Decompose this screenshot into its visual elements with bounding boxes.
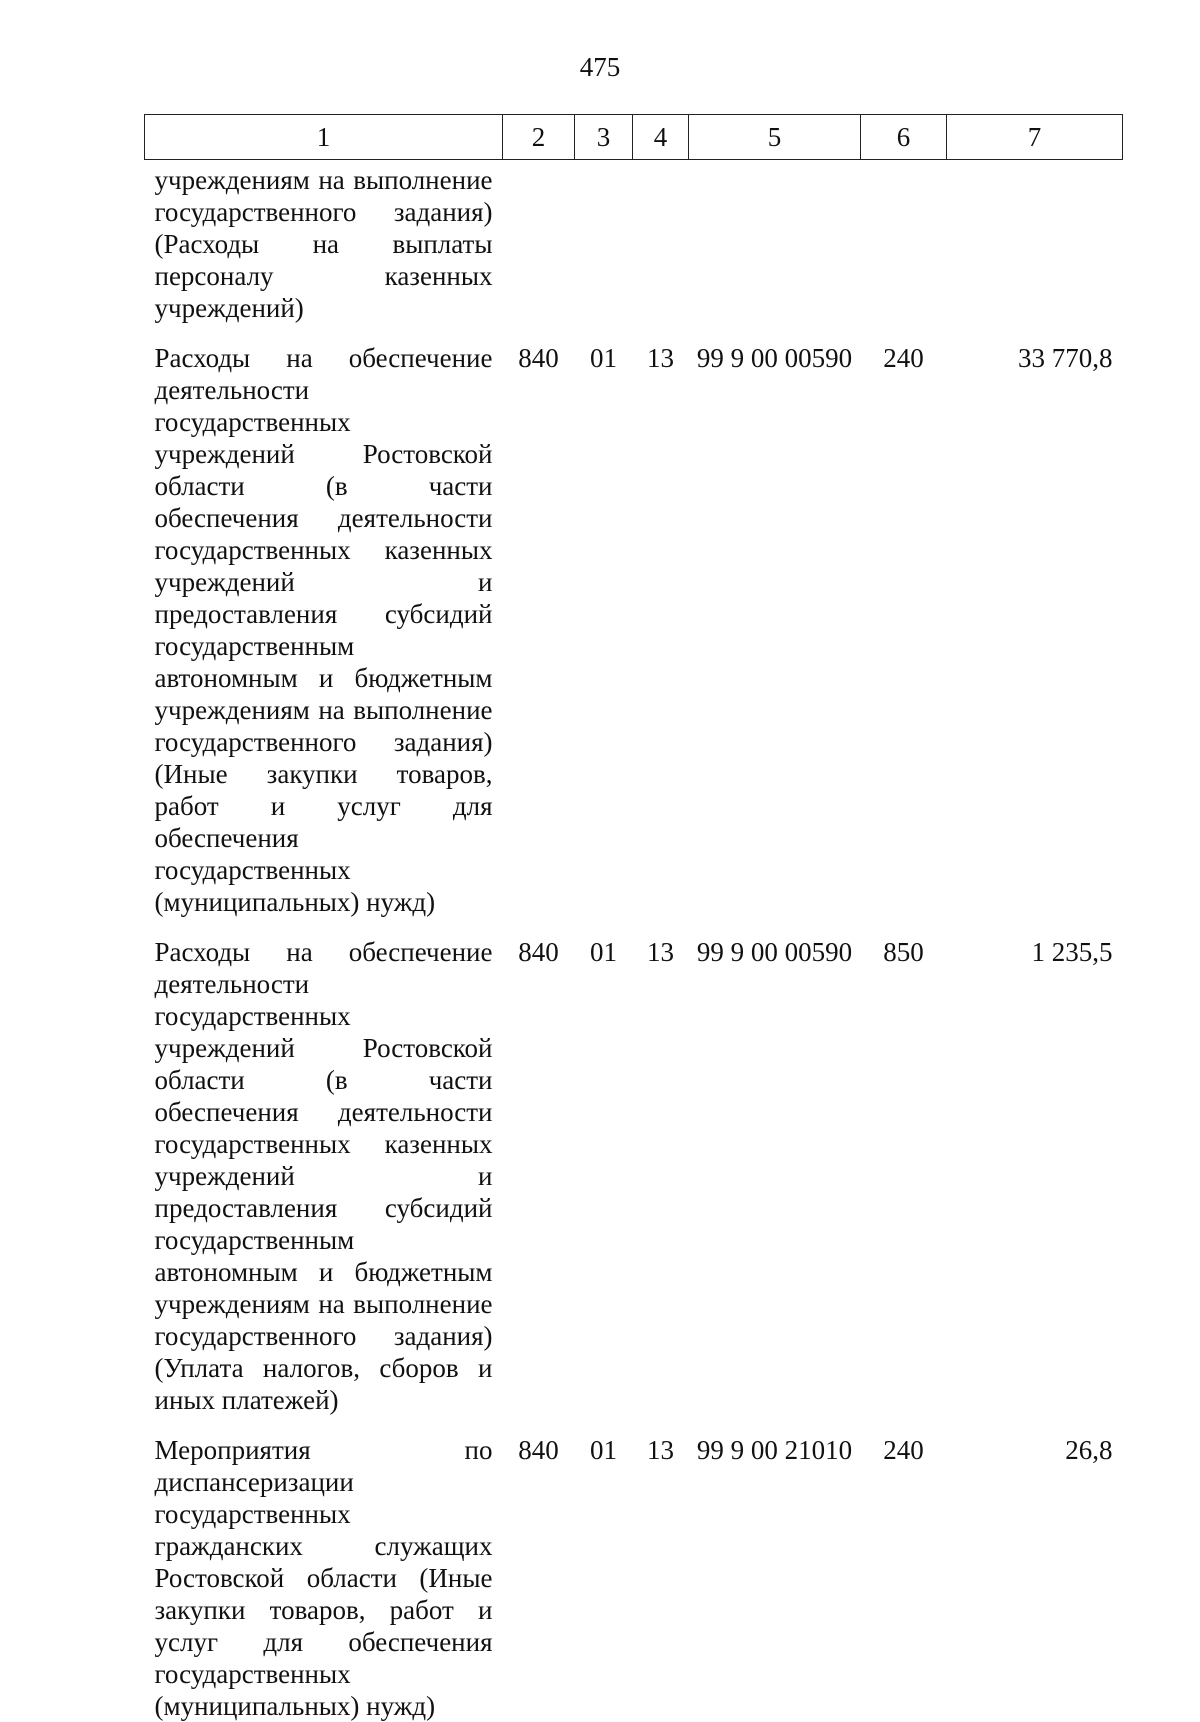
header-col-6: 6 (861, 115, 947, 160)
page-number: 475 (579, 52, 621, 82)
row-amount (947, 160, 1123, 325)
row-cell (689, 160, 861, 325)
row-amount: 1 235,5 (1031, 937, 1113, 967)
row-cell: 13 (647, 937, 674, 967)
row-description: Расходы на обеспечение деятельности государственных учреждений Ростовской области (в части обеспечения деятельности государственных казенных учреждений и предоставления субсидий государственным автономным и бюджетным учреждениям на выполнение государственного задания) (Иные закупки товаров, работ и услуг для обеспечения государственных (муниципальных) нужд) (154, 343, 493, 917)
header-col-2: 2 (503, 115, 575, 160)
row-cell (503, 160, 575, 325)
row-cell: 240 (883, 1435, 924, 1465)
row-cell: 01 (590, 343, 617, 373)
header-col-3: 3 (575, 115, 633, 160)
row-cell: 99 9 00 00590 (696, 343, 853, 373)
row-cell: 99 9 00 00590 (696, 937, 853, 967)
header-col-7: 7 (947, 115, 1123, 160)
header-col-4: 4 (633, 115, 689, 160)
row-cell: 99 9 00 21010 (696, 1435, 853, 1465)
header-row (145, 115, 1123, 160)
budget-table (144, 114, 1123, 1722)
row-amount: 26,8 (1065, 1435, 1113, 1465)
row-cell (861, 160, 947, 325)
row-cell (575, 160, 633, 325)
row-cell: 01 (590, 1435, 617, 1465)
row-cell: 01 (590, 937, 617, 967)
row-cell: 840 (518, 937, 559, 967)
table-row (145, 1416, 1123, 1722)
row-cell (633, 160, 689, 325)
table-row (145, 918, 1123, 1416)
header-col-1: 1 (145, 115, 503, 160)
row-cell: 850 (883, 937, 924, 967)
row-description: учреждениям на выполнение государственного задания) (Расходы на выплаты персоналу казенных учреждений) (154, 165, 493, 323)
row-cell: 13 (647, 1435, 674, 1465)
table-row (145, 324, 1123, 918)
row-description: Расходы на обеспечение деятельности государственных учреждений Ростовской области (в части обеспечения деятельности государственных казенных учреждений и предоставления субсидий государственным автономным и бюджетным учреждениям на выполнение государственного задания) (Уплата налогов, сборов и иных платежей) (154, 937, 493, 1415)
table-row (145, 160, 1123, 325)
row-description: Мероприятия по диспансеризации государственных гражданских служащих Ростовской области (Иные закупки товаров, работ и услуг для обеспечения государственных (муниципальных) нужд) (154, 1435, 493, 1721)
row-amount: 33 770,8 (1018, 343, 1113, 373)
header-col-5: 5 (689, 115, 861, 160)
row-cell: 240 (883, 343, 924, 373)
row-cell: 840 (518, 1435, 559, 1465)
row-cell: 840 (518, 343, 559, 373)
row-cell: 13 (647, 343, 674, 373)
